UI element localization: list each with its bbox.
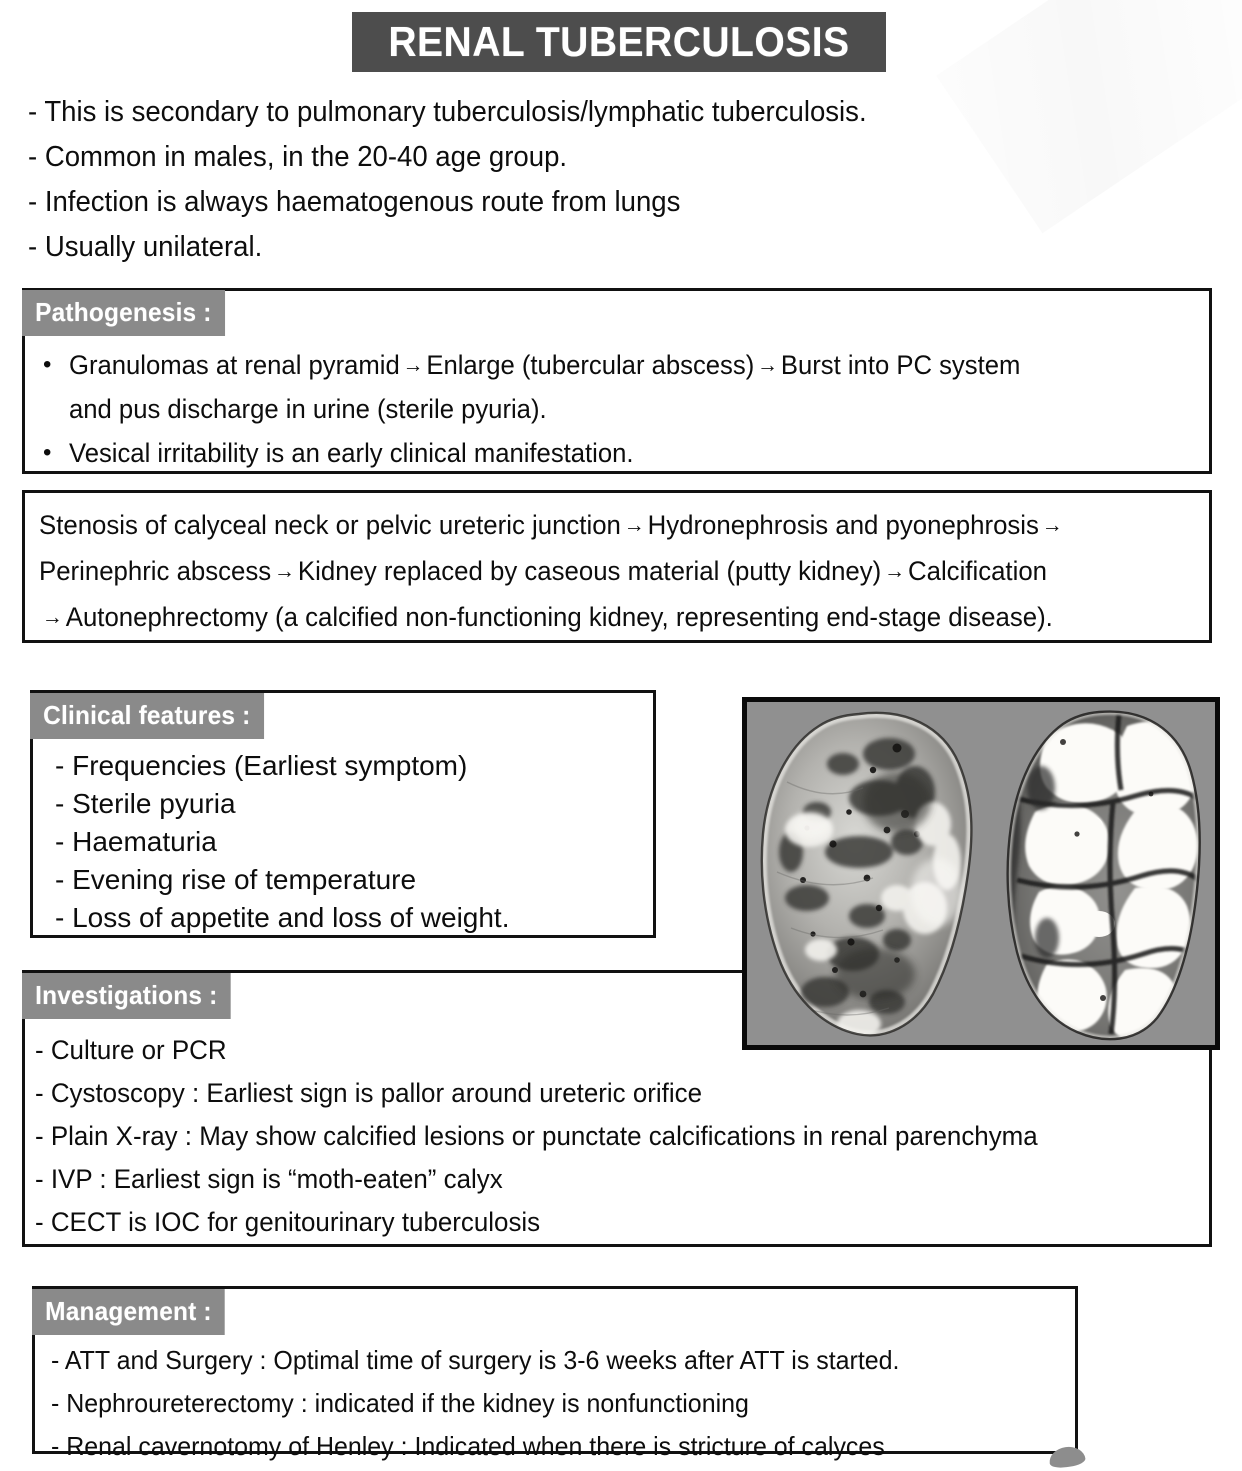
list-item-body	[69, 431, 1201, 475]
stenosis-text-f: Autonephrectomy (a calcified non-functioning kidney, representing end-stage disease).	[65, 602, 1053, 632]
pathogenesis-text-c: Burst into PC system	[780, 350, 1021, 380]
list-item: - Nephroureterectomy : indicated if the kidney is nonfunctioning	[51, 1388, 749, 1418]
pathogenesis-line	[69, 343, 1144, 387]
bisected-kidney-specimen-photo	[742, 697, 1220, 1050]
stenosis-text-b: Hydronephrosis and pyonephrosis	[647, 510, 1039, 540]
pathogenesis-text-a: Granulomas at renal pyramid	[69, 350, 400, 380]
pathogenesis-text-b: Enlarge (tubercular abscess)	[426, 350, 755, 380]
list-item: - Culture or PCR	[35, 1035, 227, 1065]
arrow-icon: →	[41, 604, 63, 629]
clinical-features-heading-tag: Clinical features :	[30, 693, 264, 739]
arrow-icon: →	[274, 558, 296, 583]
arrow-icon: →	[402, 352, 424, 377]
management-heading-tag: Management :	[32, 1289, 225, 1335]
intro-line: - Usually unilateral.	[28, 231, 263, 263]
list-item: - CECT is IOC for genitourinary tuberculosis	[35, 1207, 541, 1237]
page-title-banner	[352, 12, 886, 72]
pathogenesis-line: and pus discharge in urine (sterile pyuria).	[69, 394, 547, 424]
list-item: - Haematuria	[55, 826, 217, 857]
list-item: - Cystoscopy : Earliest sign is pallor around ureteric orifice	[35, 1078, 702, 1108]
list-item: - ATT and Surgery : Optimal time of surgery is 3-6 weeks after ATT is started.	[51, 1345, 900, 1375]
management-content	[51, 1339, 1067, 1468]
arrow-icon: →	[623, 512, 645, 537]
bullet-marker: •	[43, 351, 52, 378]
list-item	[39, 343, 1201, 431]
list-item: - Renal cavernotomy of Henley : Indicated when there is stricture of calyces	[51, 1431, 885, 1461]
list-item-body	[69, 343, 1201, 431]
kidney-specimen-illustration	[747, 702, 1215, 1045]
stenosis-text-a: Stenosis of calyceal neck or pelvic ureteric junction	[39, 510, 621, 540]
stenosis-text-d: Kidney replaced by caseous material (putty kidney)	[297, 556, 882, 586]
arrow-icon: →	[1041, 512, 1063, 537]
stenosis-content	[39, 502, 1201, 640]
intro-line: - Common in males, in the 20-40 age group.	[28, 141, 568, 173]
intro-list	[28, 90, 1178, 270]
arrow-icon: →	[884, 558, 906, 583]
clinical-features-content	[55, 747, 510, 937]
intro-line: - This is secondary to pulmonary tuberculosis/lymphatic tuberculosis.	[28, 96, 867, 128]
stenosis-sequence-box	[22, 490, 1212, 643]
list-item: - Sterile pyuria	[55, 788, 236, 819]
intro-line: - Infection is always haematogenous route from lungs	[28, 186, 681, 218]
bullet-marker: •	[43, 439, 52, 466]
list-item: - Frequencies (Earliest symptom)	[55, 750, 468, 781]
investigations-heading-tag: Investigations :	[22, 973, 231, 1019]
stenosis-line	[39, 502, 1149, 548]
list-item: - Evening rise of temperature	[55, 864, 417, 895]
investigations-content	[35, 1029, 1201, 1244]
arrow-icon: →	[757, 352, 779, 377]
pathogenesis-heading-tag: Pathogenesis :	[22, 290, 225, 336]
list-item: - Loss of appetite and loss of weight.	[55, 902, 510, 933]
list-item: - IVP : Earliest sign is “moth-eaten” calyx	[35, 1164, 503, 1194]
page-title: RENAL TUBERCULOSIS	[388, 18, 850, 65]
list-item: - Plain X-ray : May show calcified lesions or punctate calcifications in renal parenchyma	[35, 1121, 1038, 1151]
pathogenesis-content	[39, 343, 1201, 475]
stenosis-line	[39, 594, 1149, 640]
stenosis-text-e: Calcification	[907, 556, 1048, 586]
stenosis-text-c: Perinephric abscess	[39, 556, 272, 586]
list-item	[39, 431, 1201, 475]
stenosis-line	[39, 548, 1149, 594]
pathogenesis-line: Vesical irritability is an early clinical manifestation.	[69, 438, 634, 468]
